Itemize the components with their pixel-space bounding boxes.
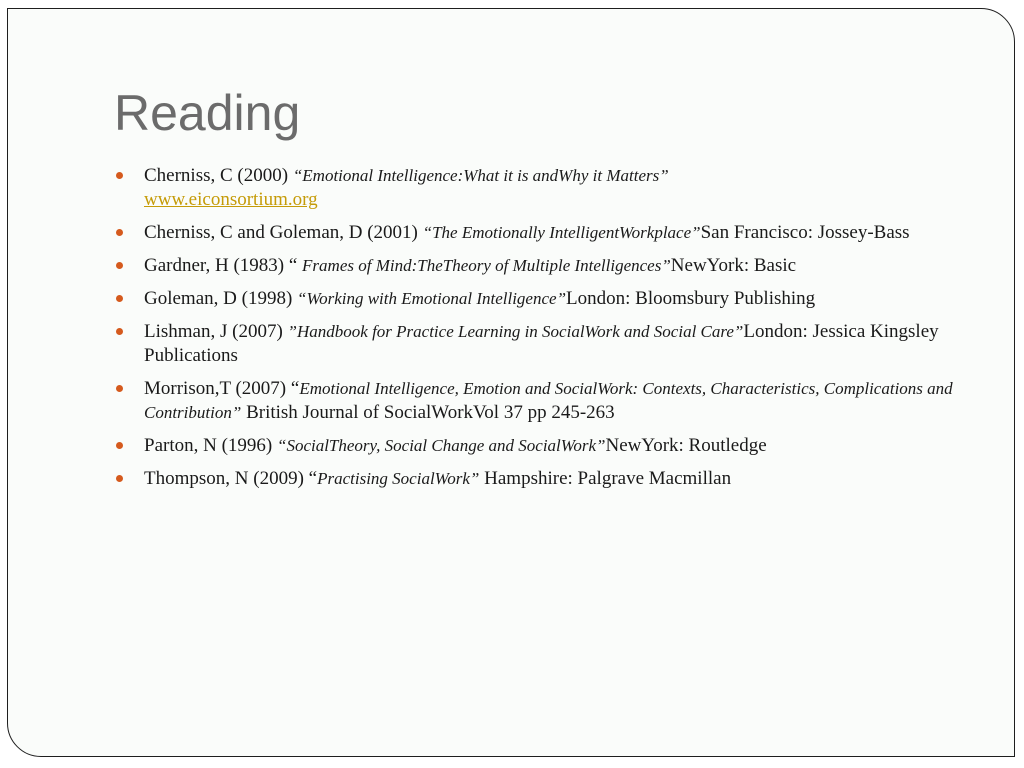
reference-link[interactable]: www.eiconsortium.org — [144, 189, 318, 210]
reference-author: Morrison,T (2007) “ — [144, 378, 300, 399]
reference-title: Practising SocialWork” — [317, 469, 480, 488]
reference-title: “Emotional Intelligence:What it is andWhy it Matters” — [292, 166, 669, 185]
reference-title: “SocialTheory, Social Change and SocialWork” — [276, 436, 606, 455]
bullet-icon — [116, 328, 123, 335]
bullet-icon — [116, 475, 123, 482]
reference-publisher: NewYork: Basic — [670, 255, 797, 276]
reference-author: Thompson, N (2009) “ — [144, 468, 318, 489]
bullet-icon — [116, 295, 123, 302]
reference-publisher: NewYork: Routledge — [605, 435, 767, 456]
reference-title: Emotional Intelligence, Emotion and SocialWork: Contexts, Characteristics, Complications and Contribution” — [144, 379, 953, 422]
reference-item-morrison-2007 — [114, 377, 994, 425]
reference-publisher: London: Jessica Kingsley Publications — [144, 321, 939, 366]
reference-item-thompson-2009 — [114, 467, 994, 491]
reference-item-cherniss-2000 — [114, 164, 994, 212]
reference-item-parton-1996 — [114, 434, 994, 458]
reference-item-gardner-1983 — [114, 254, 994, 278]
reference-author: Cherniss, C (2000) — [144, 165, 293, 186]
reference-author: Parton, N (1996) — [144, 435, 277, 456]
reference-author: Lishman, J (2007) — [144, 321, 288, 342]
bullet-icon — [116, 385, 123, 392]
reference-publisher: San Francisco: Jossey-Bass — [700, 222, 910, 243]
reference-title: ”Handbook for Practice Learning in SocialWork and Social Care” — [287, 322, 744, 341]
reference-author: Cherniss, C and Goleman, D (2001) — [144, 222, 423, 243]
bullet-icon — [116, 229, 123, 236]
reference-title: “The Emotionally IntelligentWorkplace” — [422, 223, 701, 242]
reference-publisher: London: Bloomsbury Publishing — [566, 288, 816, 309]
bullet-icon — [116, 262, 123, 269]
reference-item-lishman-2007 — [114, 320, 994, 368]
reference-title: Frames of Mind:TheTheory of Multiple Intelligences” — [302, 256, 671, 275]
reference-publisher: British Journal of SocialWorkVol 37 pp 245-263 — [241, 402, 615, 423]
reference-publisher: Hampshire: Palgrave Macmillan — [479, 468, 732, 489]
bullet-icon — [116, 442, 123, 449]
slide-title: Reading — [114, 85, 301, 141]
reference-author: Goleman, D (1998) — [144, 288, 298, 309]
bullet-icon — [116, 172, 123, 179]
reference-item-cherniss-goleman-2001 — [114, 221, 994, 245]
reference-item-goleman-1998 — [114, 287, 994, 311]
reference-title: “Working with Emotional Intelligence” — [297, 289, 567, 308]
reference-author: Gardner, H (1983) “ — [144, 255, 303, 276]
reference-list — [114, 164, 994, 500]
